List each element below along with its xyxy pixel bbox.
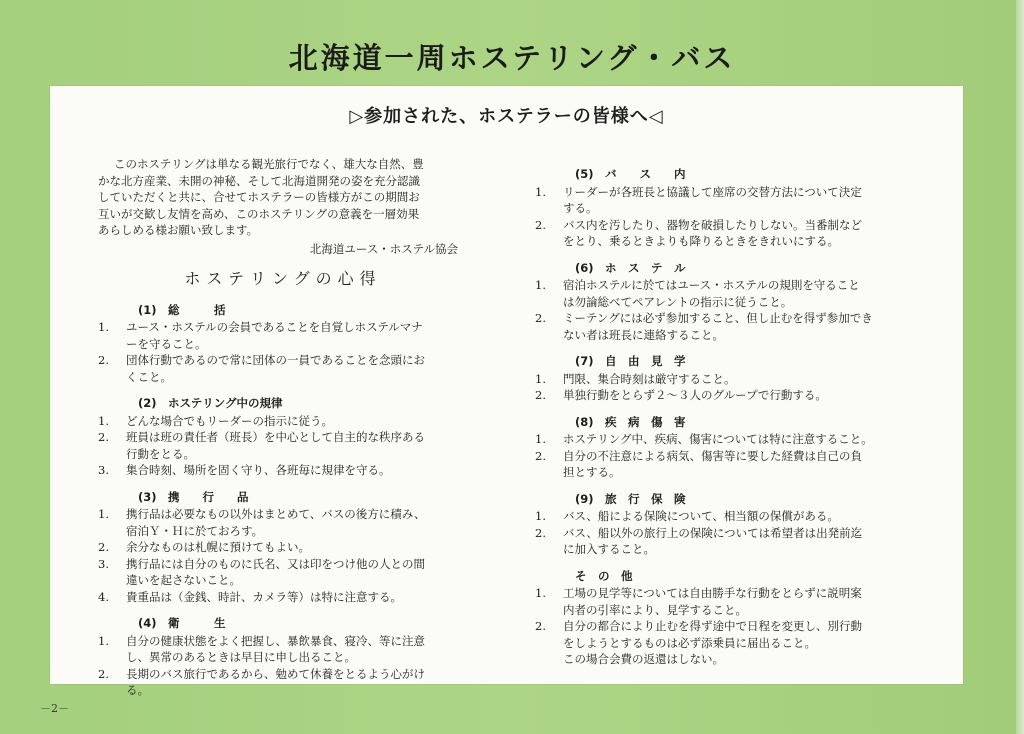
item-text xyxy=(126,589,468,606)
item-line: に加入すること。 xyxy=(563,542,655,556)
item-text xyxy=(126,319,468,352)
section-heading: (9) 旅 行 保 険 xyxy=(575,491,686,506)
item-line: し、異常のあるときは早目に申し出ること。 xyxy=(126,650,356,664)
item-text xyxy=(563,277,905,310)
page-spine xyxy=(1016,0,1024,734)
intro-lines xyxy=(98,156,468,239)
item-line: 行動をとる。 xyxy=(126,446,195,461)
item-text xyxy=(563,310,905,343)
item-number: 1. xyxy=(535,371,546,386)
item-line: どんな場合でもリーダーの指示に従う。 xyxy=(126,413,333,428)
item-number: 2. xyxy=(535,448,546,463)
list-item xyxy=(98,589,468,606)
item-number: 1. xyxy=(535,509,546,523)
list-item xyxy=(98,539,468,556)
item-text xyxy=(563,371,905,388)
item-line: をしようとするものは必ず添乗員に届出ること。 xyxy=(563,635,816,650)
item-line: 班員は班の責任者（班長）を中心として自主的な秩序ある xyxy=(126,430,425,444)
item-number: 2. xyxy=(535,388,546,402)
list-item xyxy=(535,585,905,618)
item-text xyxy=(126,556,468,589)
item-line: をとり、乗るときよりも降りるときをきれいにする。 xyxy=(563,234,839,248)
item-line: 自分の不注意による病気、傷害等に要した経費は自己の負 xyxy=(563,448,862,463)
item-text xyxy=(126,666,468,699)
item-text xyxy=(563,585,905,618)
item-text xyxy=(563,618,905,668)
content-sheet xyxy=(50,86,963,697)
list-item xyxy=(535,525,905,558)
list-item xyxy=(98,633,468,666)
page-title: 北海道一周ホステリング・バス xyxy=(288,41,736,75)
item-number: 2. xyxy=(535,311,546,325)
item-line: バス、船以外の旅行上の保険については希望者は出発前迄 xyxy=(563,525,863,540)
list-item xyxy=(98,506,468,539)
list-item xyxy=(535,217,905,250)
subtitle: ▷参加された、ホステラーの皆様へ◁ xyxy=(349,106,664,127)
item-number: 1. xyxy=(535,586,546,600)
item-number: 1. xyxy=(98,633,109,648)
item-text xyxy=(126,539,468,556)
item-line: バス内を汚したり、器物を破損したりしない。当番制など xyxy=(563,217,862,232)
item-line: は勿論総べてペアレントの指示に従うこと。 xyxy=(563,294,793,309)
guideline-section xyxy=(535,260,905,344)
item-line: 長期のバス旅行であるから、勉めて休養をとるよう心がけ xyxy=(126,666,425,681)
item-line: この場合会費の返還はしない。 xyxy=(563,652,724,666)
item-number: 1. xyxy=(535,184,546,199)
left-column xyxy=(98,156,468,699)
right-sections xyxy=(535,166,905,668)
item-text xyxy=(126,462,468,479)
intro-line: あらしめる様お願い致します。 xyxy=(98,223,259,237)
item-number: 1. xyxy=(98,507,109,521)
item-line: ミーテングには必ず参加すること、但し止むを得ず参加でき xyxy=(563,311,873,325)
item-text xyxy=(126,413,468,430)
item-line: 内者の引率により、見学すること。 xyxy=(563,602,747,617)
organization-name: 北海道ユース・ホステル協会 xyxy=(309,241,458,256)
item-line: 違いを起さないこと。 xyxy=(126,573,241,587)
item-line: バス、船による保険について、相当額の保償がある。 xyxy=(563,509,839,523)
item-line: 携行品には自分のものに氏名、又は印をつけ他の人との間 xyxy=(126,556,425,571)
guideline-section xyxy=(535,491,905,558)
intro-line: 互いが交歓し友情を高め、このホステリングの意義を一層効果 xyxy=(98,206,420,221)
intro-line: かな北方産業、未開の神秘、そして北海道開発の姿を充分認識 xyxy=(98,173,420,188)
item-text xyxy=(126,506,468,539)
section-title: ホステリングの心得 xyxy=(184,269,382,288)
item-line: 宿泊ホステルに於てはユース・ホステルの規則を守ること xyxy=(563,278,860,292)
list-item xyxy=(535,431,905,448)
item-number: 2. xyxy=(98,430,109,444)
section-heading: そ の 他 xyxy=(575,568,633,583)
item-line: 団体行動であるので常に団体の一員であることを念頭にお xyxy=(126,353,425,367)
item-number: 2. xyxy=(98,666,109,681)
section-heading: (6) ホ ス テ ル xyxy=(575,260,686,275)
list-item xyxy=(98,429,468,462)
section-heading: (5) バ ス 内 xyxy=(575,167,686,181)
item-text xyxy=(563,184,905,217)
item-line: ない者は班長に連絡すること。 xyxy=(563,327,724,342)
list-item xyxy=(98,556,468,589)
item-number: 1. xyxy=(98,320,109,334)
item-line: 余分なものは札幌に預けてもよい。 xyxy=(126,540,310,554)
left-sections xyxy=(98,302,468,699)
item-line: 自分の健康状態をよく把握し、暴飲暴食、寝冷、等に注意 xyxy=(126,633,425,648)
list-item xyxy=(98,413,468,430)
section-heading: (8) 疾 病 傷 害 xyxy=(575,414,686,429)
item-text xyxy=(563,431,905,448)
item-line: くこと。 xyxy=(126,369,172,384)
item-number: 2. xyxy=(535,619,546,633)
right-column xyxy=(535,156,905,668)
item-number: 3. xyxy=(98,463,109,477)
item-line: リーダーが各班長と協議して座席の交替方法について決定 xyxy=(563,184,862,199)
list-item xyxy=(98,319,468,352)
list-item xyxy=(98,666,468,699)
section-heading: (3) 携 行 品 xyxy=(138,489,249,504)
item-number: 1. xyxy=(98,413,109,428)
item-number: 2. xyxy=(535,525,546,540)
intro-paragraph xyxy=(98,156,468,257)
section-heading: (1) 総 括 xyxy=(138,302,226,317)
item-number: 2. xyxy=(98,540,109,554)
item-text xyxy=(563,508,905,525)
item-line: 集合時刻、場所を固く守り、各班毎に規律を守る。 xyxy=(126,463,391,477)
list-item xyxy=(535,277,905,310)
item-line: ホステリング中、疾病、傷害については特に注意すること。 xyxy=(563,432,873,446)
item-number: 4. xyxy=(98,589,109,604)
item-number: 1. xyxy=(535,278,546,292)
item-line: 単独行動をとらず２～３人のグループで行動する。 xyxy=(563,388,827,402)
item-line: ーを守ること。 xyxy=(126,336,207,351)
item-line: 宿泊Ｙ・Ｈに於ておろす。 xyxy=(126,523,264,538)
item-number: 1. xyxy=(535,432,546,446)
item-text xyxy=(563,448,905,481)
list-item xyxy=(535,448,905,481)
item-line: ユース・ホステルの会員であることを自覚しホステルマナ xyxy=(126,320,423,334)
list-item xyxy=(535,618,905,668)
page-number: －2－ xyxy=(40,702,69,715)
item-number: 2. xyxy=(98,353,109,367)
list-item xyxy=(535,184,905,217)
guideline-section xyxy=(535,166,905,250)
intro-line: していただくと共に、合せてホステラーの皆様方がこの期間お xyxy=(98,190,420,204)
item-line: る。 xyxy=(126,683,149,697)
item-number: 3. xyxy=(98,556,109,571)
guideline-section xyxy=(535,353,905,404)
section-heading: (4) 衛 生 xyxy=(138,616,226,630)
item-text xyxy=(563,387,905,404)
item-text xyxy=(126,352,468,385)
item-text xyxy=(563,525,905,558)
item-line: する。 xyxy=(563,201,598,215)
list-item xyxy=(535,310,905,343)
item-line: 門限、集合時刻は厳守すること。 xyxy=(563,371,736,386)
item-line: 工場の見学等については自由勝手な行動をとらずに説明案 xyxy=(563,586,862,600)
item-text xyxy=(126,429,468,462)
intro-line: このホステリングは単なる観光旅行でなく、雄大な自然、豊 xyxy=(114,157,424,171)
item-number: 2. xyxy=(535,217,546,232)
section-heading: (2) ホステリング中の規律 xyxy=(138,396,283,410)
list-item xyxy=(98,462,468,479)
section-heading: (7) 自 由 見 学 xyxy=(575,354,686,368)
list-item xyxy=(98,352,468,385)
list-item xyxy=(535,387,905,404)
item-text xyxy=(563,217,905,250)
guideline-section xyxy=(535,414,905,481)
item-line: 担とする。 xyxy=(563,465,621,479)
guideline-section xyxy=(98,489,468,606)
item-text xyxy=(126,633,468,666)
item-line: 携行品は必要なもの以外はまとめて、バスの後方に積み、 xyxy=(126,507,426,521)
list-item xyxy=(535,508,905,525)
guideline-section xyxy=(98,615,468,699)
guideline-section xyxy=(98,302,468,386)
guideline-section xyxy=(98,395,468,479)
item-line: 自分の都合により止むを得ず途中で日程を変更し、別行動 xyxy=(563,619,862,633)
list-item xyxy=(535,371,905,388)
guideline-section xyxy=(535,568,905,668)
item-line: 貴重品は（金銭、時計、カメラ等）は特に注意する。 xyxy=(126,589,402,604)
